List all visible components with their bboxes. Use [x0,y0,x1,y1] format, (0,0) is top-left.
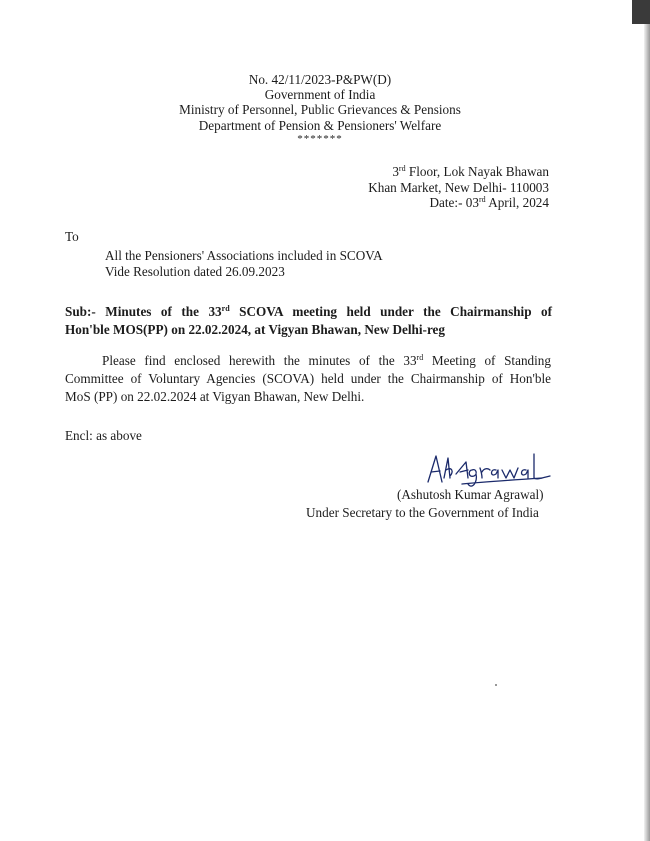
file-number: No. 42/11/2023-P&PW(D) [248,72,392,87]
recipient-line-2: Vide Resolution dated 26.09.2023 [105,264,285,279]
signatory-name: (Ashutosh Kumar Agrawal) [397,487,544,502]
enclosure-note: Encl: as above [65,428,142,443]
address-line-1: 3rd Floor, Lok Nayak Bhawan [392,164,549,179]
government-name: Government of India [264,87,376,103]
body-line-3: MoS (PP) on 22.02.2024 at Vigyan Bhawan, New Delhi. [65,389,365,404]
ministry-name: Ministry of Personnel, Public Grievances & Pensions [179,102,461,118]
letter-header [120,72,520,146]
body-paragraph [65,352,551,406]
subject-line [65,303,552,339]
scan-corner [632,0,650,24]
body-line-2: Committee of Voluntary Agencies (SCOVA) held under the Chairmanship of Hon'ble [65,371,551,386]
subject-line-1: Sub:- Minutes of the 33rd SCOVA meeting held under the Chairmanship of [65,304,552,319]
recipient-block [105,248,383,280]
recipient-line-1: All the Pensioners' Associations included in SCOVA [105,248,383,263]
office-address [368,164,549,211]
scan-border [644,0,650,841]
body-line-1: Please find enclosed herewith the minutes of the 33rd Meeting of Standing [102,353,551,368]
department-name: Department of Pension & Pensioners' Welfare [198,117,442,133]
letter-date: Date:- 03rd April, 2024 [429,195,549,210]
header-stars: ******* [297,132,343,145]
signatory-designation: Under Secretary to the Government of India [306,505,539,520]
address-line-2: Khan Market, New Delhi- 110003 [368,179,549,195]
to-label: To [65,229,79,244]
scan-speck [495,684,497,686]
subject-line-2: Hon'ble MOS(PP) on 22.02.2024, at Vigyan Bhawan, New Delhi-reg [65,322,446,337]
